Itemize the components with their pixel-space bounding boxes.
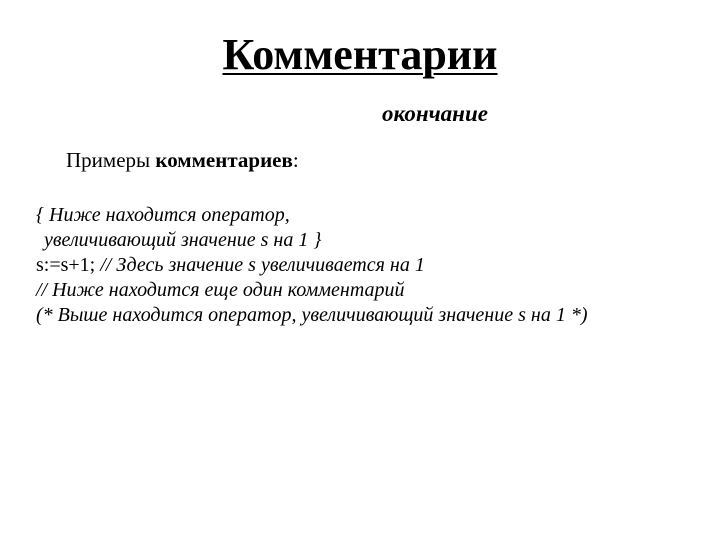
code-line <box>36 278 712 303</box>
code-comment: // Ниже находится еще один комментарий <box>36 279 405 301</box>
slide-subtitle-container <box>0 100 720 128</box>
code-line <box>36 253 712 278</box>
intro-suffix: : <box>292 148 299 172</box>
code-comment: увеличивающий значение s на 1 } <box>44 229 322 251</box>
slide-subtitle: окончание <box>382 101 488 126</box>
slide-title: Комментарии <box>222 30 498 79</box>
code-line <box>36 303 712 328</box>
intro-prefix: Примеры <box>66 148 156 172</box>
intro-bold-word: комментариев <box>155 148 293 172</box>
code-statement: s:=s+1; <box>36 254 101 276</box>
code-example-block <box>36 203 712 328</box>
code-line <box>36 203 712 228</box>
code-comment: { Ниже находится оператор, <box>36 204 290 226</box>
code-comment: // Здесь значение s увеличивается на 1 <box>100 254 425 276</box>
examples-intro <box>66 148 299 173</box>
code-line <box>36 228 712 253</box>
code-comment: (* Выше находится оператор, увеличивающий значение s на 1 *) <box>36 304 588 326</box>
